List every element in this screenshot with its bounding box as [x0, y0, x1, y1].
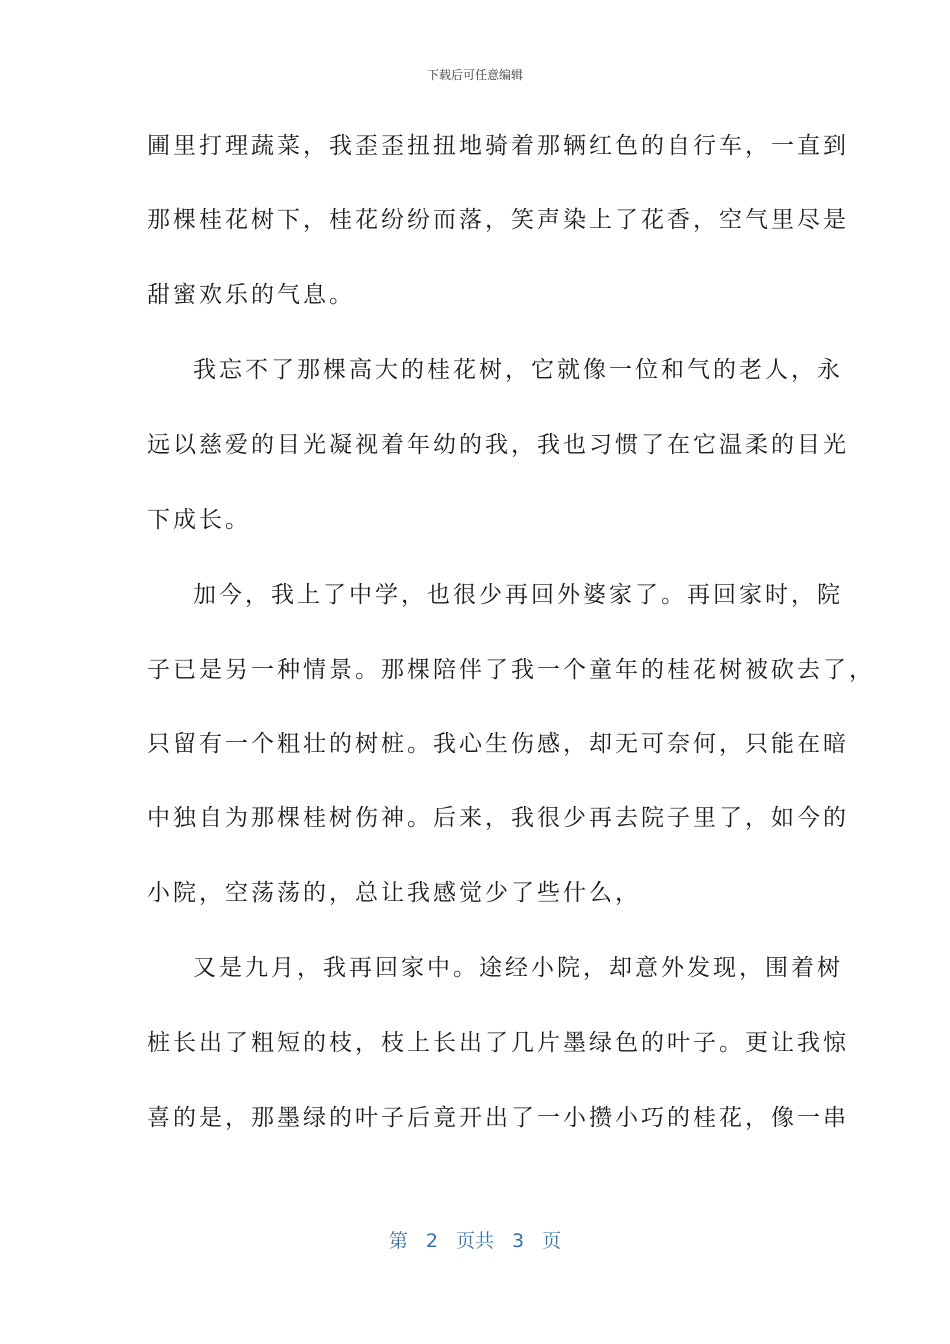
- text-line: 远以慈爱的目光凝视着年幼的我，我也习惯了在它温柔的目光: [147, 432, 849, 458]
- page-number-footer: [0, 1226, 950, 1253]
- text-line: 中独自为那棵桂树伤神。后来，我很少再去院子里了，如今的: [147, 805, 849, 831]
- text-line: 喜的是，那墨绿的叶子后竟开出了一小攒小巧的桂花，像一串: [147, 1105, 849, 1131]
- page-prefix: 第: [388, 1230, 408, 1252]
- text-line: 子已是另一种情景。那棵陪伴了我一个童年的桂花树被砍去了，: [147, 657, 875, 683]
- paragraph-start-line: 又是九月，我再回家中。途经小院，却意外发现，围着树: [193, 955, 843, 981]
- page-current: 2: [425, 1230, 438, 1252]
- text-line: 那棵桂花树下，桂花纷纷而落，笑声染上了花香，空气里尽是: [147, 207, 849, 233]
- page-middle: 页共: [455, 1230, 494, 1252]
- page-suffix: 页: [542, 1230, 562, 1252]
- text-line: 圃里打理蔬菜，我歪歪扭扭地骑着那辆红色的自行车，一直到: [147, 133, 849, 159]
- paragraph-start-line: 我忘不了那棵高大的桂花树，它就像一位和气的老人，永: [193, 357, 843, 383]
- text-line: 下成长。: [147, 507, 251, 533]
- text-line: 小院，空荡荡的，总让我感觉少了些什么，: [147, 880, 641, 906]
- page-header: 下载后可任意编辑: [426, 68, 523, 82]
- paragraph-start-line: 加今，我上了中学，也很少再回外婆家了。再回家时，院: [193, 582, 843, 608]
- text-line: 甜蜜欢乐的气息。: [147, 282, 355, 308]
- page-total: 3: [512, 1230, 525, 1252]
- text-line: 只留有一个粗壮的树桩。我心生伤感，却无可奈何，只能在暗: [147, 731, 849, 757]
- text-line: 桩长出了粗短的枝，枝上长出了几片墨绿色的叶子。更让我惊: [147, 1030, 849, 1056]
